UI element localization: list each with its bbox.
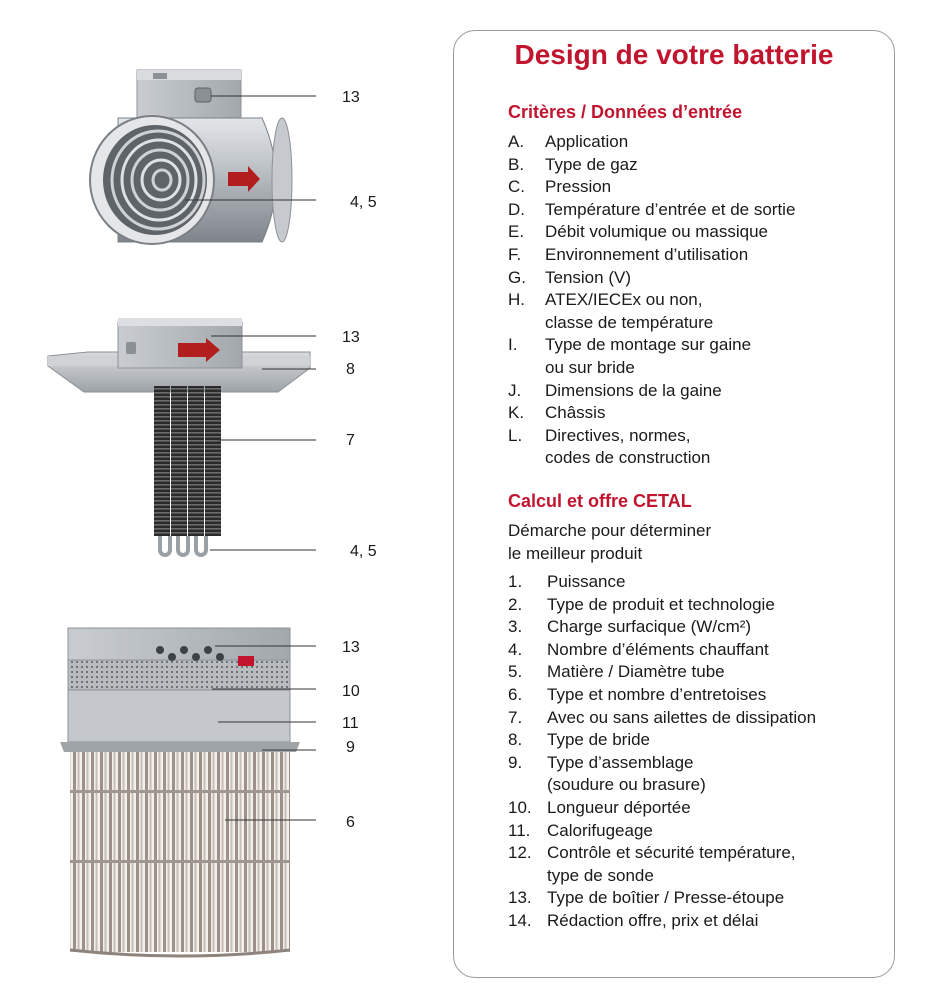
list-item-text: (soudure ou brasure) [547,775,706,795]
list-item-text: Température d’entrée et de sortie [545,199,796,219]
list-marker: F. [508,244,522,264]
list-item [508,267,795,290]
list-item-text: Calorifugeage [547,820,653,840]
list-item [508,131,795,154]
list-marker: C. [508,177,525,197]
list-marker: J. [508,380,522,400]
list-item-text: classe de température [545,312,714,332]
list-item [508,221,795,244]
list-item-text: Châssis [545,403,606,423]
list-item-text: Débit volumique ou massique [545,222,769,242]
design-panel [453,30,895,978]
list-item [508,380,795,403]
finned-heater-illustration [48,318,310,555]
process-heater-illustration [60,628,300,956]
callout-label: 6 [346,814,355,831]
callout-label: 10 [342,683,360,700]
list-item-text: Dimensions de la gaine [545,380,722,400]
criteria-list [508,131,795,470]
panel-title: Design de votre batterie [514,39,834,70]
list-item-text: Type de produit et technologie [547,594,775,614]
list-item [508,402,795,425]
list-item [508,729,816,752]
list-item-text: Matière / Diamètre tube [547,662,725,682]
list-item [508,639,816,662]
list-item-text: ATEX/IECEx ou non, [545,290,703,310]
list-item-text: codes de construction [545,448,711,468]
offer-list [508,571,816,933]
list-item [508,154,795,177]
list-marker: 8. [508,730,523,750]
list-marker: 6. [508,684,523,704]
offer-intro-line: Démarche pour déterminer [508,521,712,540]
heater-illustrations [0,0,450,1004]
list-item [508,661,816,684]
list-marker: 3. [508,617,523,637]
list-item [508,244,795,267]
list-marker: I. [508,335,518,355]
callout-label: 13 [342,639,360,656]
list-item-text: ou sur bride [545,357,635,377]
list-item-text: type de sonde [547,865,654,885]
callout-label: 13 [342,89,360,106]
callout-label: 11 [342,715,359,732]
list-marker: K. [508,403,525,423]
list-item-text: Nombre d’éléments chauffant [547,639,769,659]
list-item-text: Rédaction offre, prix et délai [547,910,759,930]
list-item-text: Type et nombre d’entretoises [547,684,767,704]
list-item-text: Charge surfacique (W/cm²) [547,617,752,637]
offer-intro-line: le meilleur produit [508,544,643,563]
list-marker: H. [508,290,525,310]
list-marker: B. [508,154,525,174]
list-item [508,797,816,820]
list-item [508,199,795,222]
list-marker: 11. [508,820,531,840]
list-marker: E. [508,222,525,242]
list-item [508,752,816,797]
offer-heading: Calcul et offre CETAL [508,491,692,511]
list-item-text: Tension (V) [545,267,631,287]
list-item [508,571,816,594]
list-item [508,842,816,887]
list-marker: 2. [508,594,523,614]
list-item-text: Type d’assemblage [547,752,694,772]
list-marker: L. [508,425,523,445]
list-marker: 13. [508,888,532,908]
callout-label: 4, 5 [350,194,377,211]
list-marker: 4. [508,639,523,659]
list-marker: 12. [508,843,532,863]
list-item-text: Longueur déportée [547,797,691,817]
list-item-text: Puissance [547,572,626,591]
list-item [508,910,816,933]
list-item-text: Type de montage sur gaine [545,335,752,355]
list-marker: 5. [508,662,523,682]
list-item [508,887,816,910]
list-marker: 7. [508,707,523,727]
list-item-text: Contrôle et sécurité température, [547,843,796,863]
list-item-text: Application [545,132,629,151]
list-item-text: Pression [545,177,612,197]
list-marker: G. [508,267,526,287]
list-item [508,820,816,843]
list-marker: 1. [508,572,523,591]
list-item [508,684,816,707]
callout-label: 7 [346,432,355,449]
list-item-text: Avec ou sans ailettes de dissipation [547,707,817,727]
list-marker: D. [508,199,525,219]
criteria-heading: Critères / Données d’entrée [508,102,743,122]
list-item [508,176,795,199]
list-item [508,594,816,617]
list-marker: 14. [508,910,532,930]
list-item-text: Type de gaz [545,154,638,174]
callout-label: 8 [346,361,355,378]
callout-label: 13 [342,329,360,346]
list-item [508,616,816,639]
list-item-text: Environnement d’utilisation [545,244,749,264]
list-item [508,425,795,470]
callout-label: 4, 5 [350,543,377,560]
offer-intro [508,519,711,565]
list-marker: 10. [508,797,532,817]
list-marker: A. [508,132,525,151]
list-item [508,707,816,730]
list-item-text: Type de bride [547,730,651,750]
list-item-text: Type de boîtier / Presse-étoupe [547,888,785,908]
list-item [508,289,795,334]
list-item-text: Directives, normes, [545,425,691,445]
list-item [508,334,795,379]
callout-label: 9 [346,739,355,756]
list-marker: 9. [508,752,523,772]
